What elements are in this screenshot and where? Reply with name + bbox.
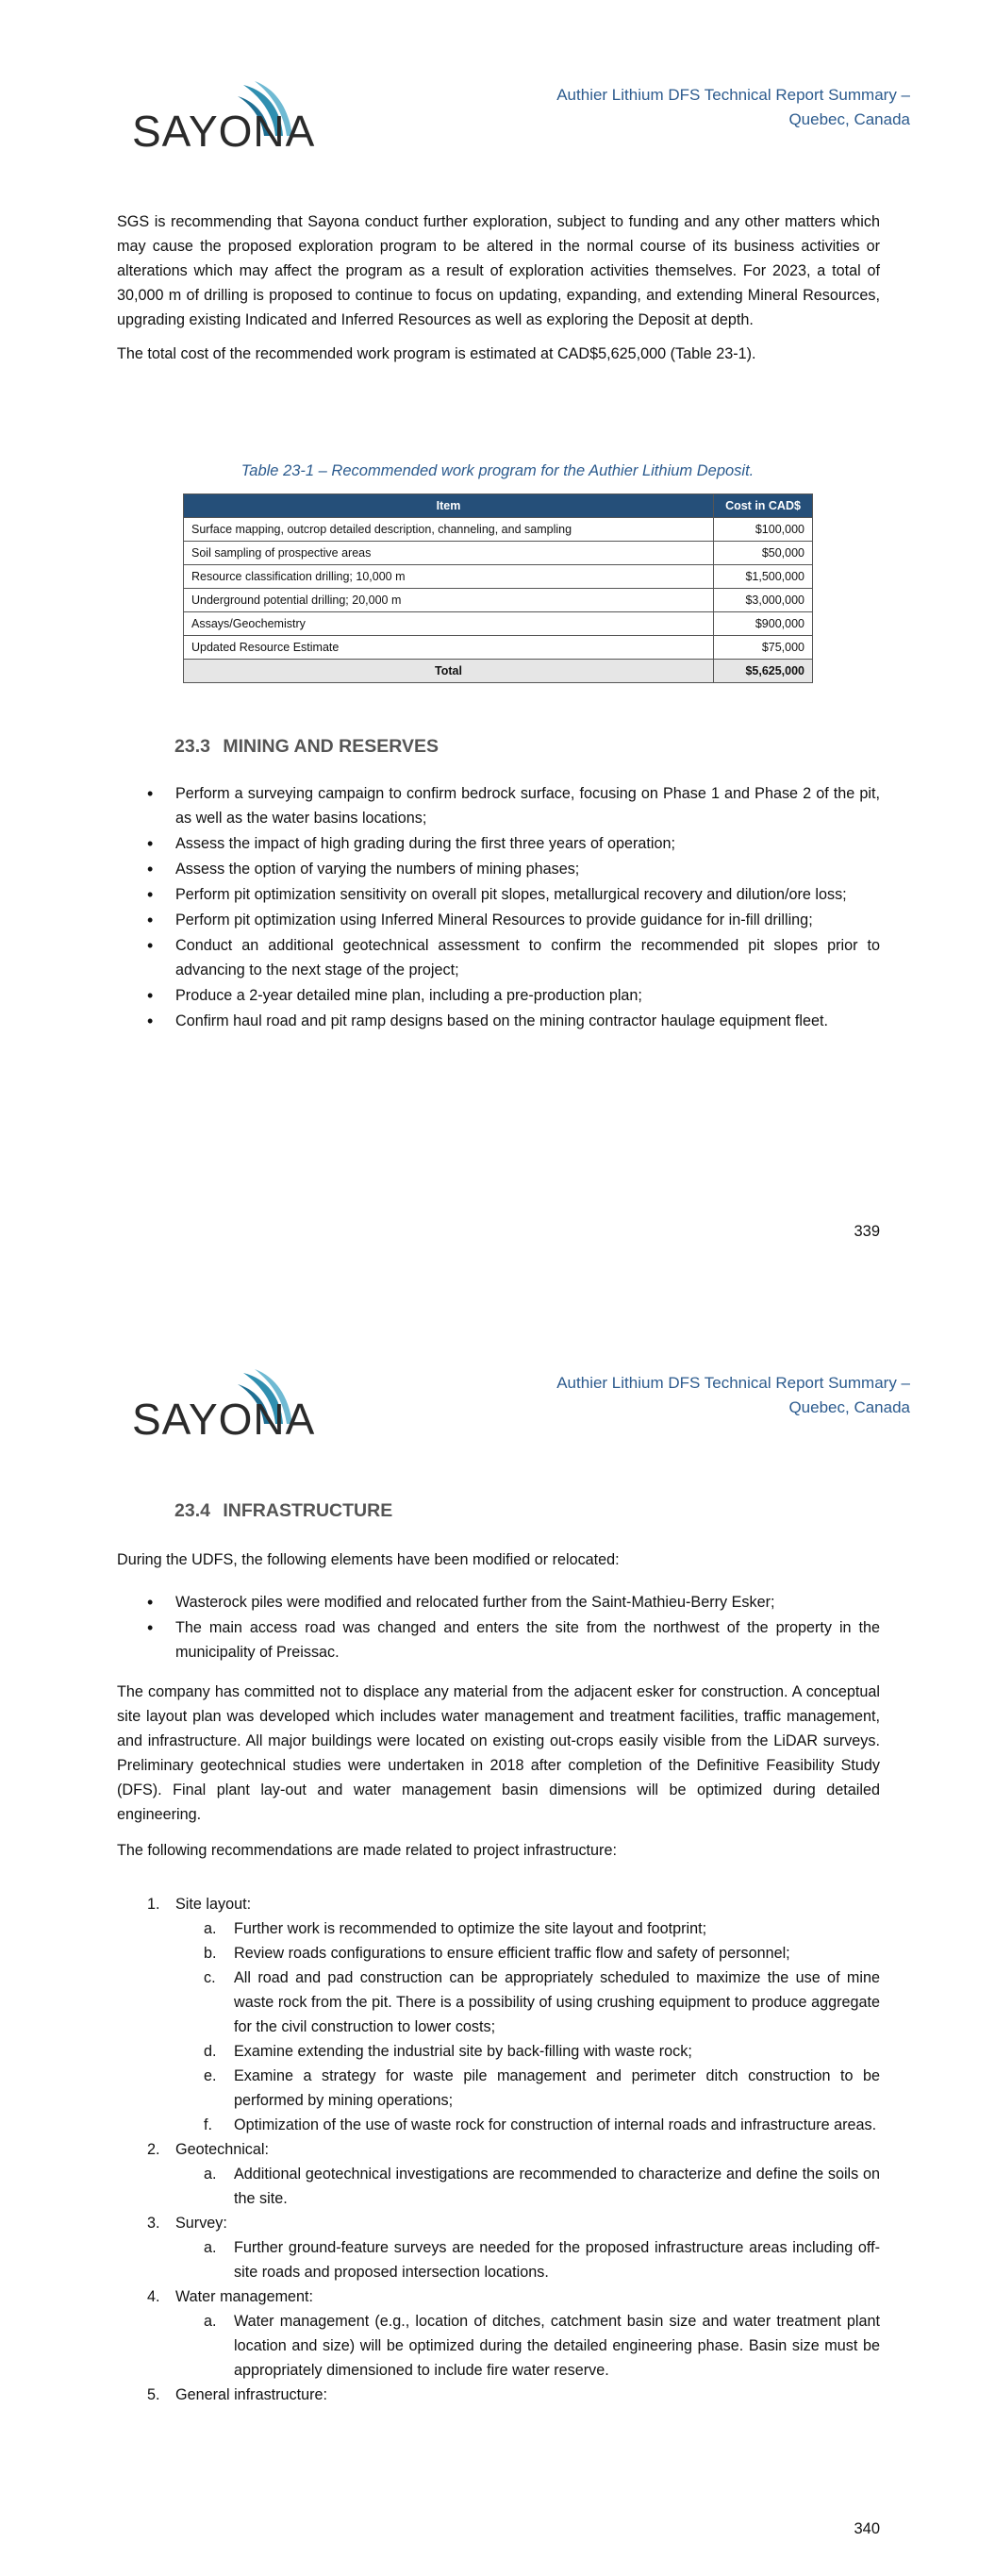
mining-recommendations-list	[117, 781, 880, 1034]
section-heading-mining	[174, 736, 439, 758]
list-number: 2.	[147, 2141, 160, 2158]
section-heading-infrastructure	[174, 1500, 392, 1522]
table-cell-item: Underground potential drilling; 20,000 m	[184, 589, 714, 612]
modified-elements-list	[117, 1590, 880, 1665]
table-row	[184, 565, 813, 589]
sub-list-text: Further ground-feature surveys are needed for the proposed infrastructure areas including off-site roads and proposed intersection locations.	[234, 2239, 880, 2281]
report-title-line2: Quebec, Canada	[788, 110, 910, 128]
infrastructure-recommendations-list	[117, 1892, 880, 2407]
report-title	[556, 83, 910, 132]
column-header-cost: Cost in CAD$	[714, 494, 813, 518]
sub-list-text: Optimization of the use of waste rock for construction of internal roads and infrastructure areas.	[234, 2116, 877, 2133]
list-item	[147, 2211, 880, 2284]
sub-list-text: Additional geotechnical investigations are recommended to characterize and define the soils on the site.	[234, 2166, 880, 2207]
paragraph-total-cost: The total cost of the recommended work program is estimated at CAD$5,625,000 (Table 23-1).	[117, 345, 756, 362]
sub-list	[175, 1916, 880, 2137]
infrastructure-body	[117, 1680, 880, 1863]
report-title	[556, 1371, 910, 1420]
section-title: INFRASTRUCTURE	[223, 1500, 393, 1521]
sub-list-item	[204, 1916, 880, 1941]
list-number: 1.	[147, 1896, 160, 1913]
list-item: • The main access road was changed and enters the site from the northwest of the property in the municipality of Preissac.	[175, 1615, 880, 1664]
sub-list-item	[204, 2039, 880, 2064]
table-cell-cost: $3,000,000	[714, 589, 813, 612]
table-cell-item: Resource classification drilling; 10,000 m	[184, 565, 714, 589]
list-item	[147, 1892, 880, 2137]
sub-list-text: Water management (e.g., location of ditches, catchment basin size and water treatment plant location and size) will be optimized during the detailed engineering phase. Basin size must be appropriately dimensioned to include fire water reserve.	[234, 2313, 880, 2379]
sub-list	[175, 2235, 880, 2284]
infrastructure-intro	[117, 1547, 880, 1572]
list-item	[147, 2137, 880, 2211]
table-caption: Table 23-1 – Recommended work program for the Authier Lithium Deposit.	[240, 462, 755, 479]
body-text	[117, 209, 880, 366]
list-item-label: Water management:	[175, 2288, 314, 2305]
sub-list-text: Review roads configurations to ensure efficient traffic flow and safety of personnel;	[234, 1945, 790, 1962]
list-item: • Assess the impact of high grading during the first three years of operation;	[175, 831, 880, 856]
sub-list-letter: f.	[204, 2116, 212, 2133]
list-number: 3.	[147, 2215, 160, 2232]
list-item: • Assess the option of varying the numbers of mining phases;	[175, 857, 880, 881]
section-number: 23.3	[174, 736, 210, 757]
report-title-line1: Authier Lithium DFS Technical Report Summary –	[556, 86, 910, 104]
table-cell-item: Soil sampling of prospective areas	[184, 542, 714, 565]
sub-list-letter: a.	[204, 2166, 217, 2183]
sub-list-letter: d.	[204, 2043, 217, 2060]
table-row	[184, 518, 813, 542]
sub-list	[175, 2162, 880, 2211]
table-cell-item: Updated Resource Estimate	[184, 636, 714, 660]
section-number: 23.4	[174, 1500, 210, 1521]
sub-list-item	[204, 2309, 880, 2383]
sub-list-letter: b.	[204, 1945, 217, 1962]
table-cell-cost: $900,000	[714, 612, 813, 636]
table-cell-item: Assays/Geochemistry	[184, 612, 714, 636]
table-row	[184, 589, 813, 612]
table-total-label: Total	[184, 660, 714, 683]
table-total-row	[184, 660, 813, 683]
list-item-label: General infrastructure:	[175, 2386, 328, 2403]
list-item	[147, 2284, 880, 2383]
table-row	[184, 542, 813, 565]
list-item: • Perform pit optimization sensitivity on overall pit slopes, metallurgical recovery and dilution/ore loss;	[175, 882, 880, 907]
sub-list	[175, 2309, 880, 2383]
list-item: • Conduct an additional geotechnical assessment to confirm the recommended pit slopes prior to advancing to the next stage of the project;	[175, 933, 880, 982]
list-item-label: Site layout:	[175, 1896, 252, 1913]
sub-list-text: Examine extending the industrial site by back-filling with waste rock;	[234, 2043, 692, 2060]
table-cell-cost: $75,000	[714, 636, 813, 660]
page-number: 340	[854, 2520, 880, 2537]
table-header-row	[184, 494, 813, 518]
list-number: 4.	[147, 2288, 160, 2305]
page-number: 339	[854, 1223, 880, 1240]
list-item-label: Survey:	[175, 2215, 227, 2232]
sub-list-text: Examine a strategy for waste pile management and perimeter ditch construction to be performed by mining operations;	[234, 2067, 880, 2109]
table-cell-item: Surface mapping, outcrop detailed description, channeling, and sampling	[184, 518, 714, 542]
table-cell-cost: $50,000	[714, 542, 813, 565]
report-title-line1: Authier Lithium DFS Technical Report Summary –	[556, 1374, 910, 1392]
sub-list-item	[204, 2113, 880, 2137]
sub-list-item	[204, 2235, 880, 2284]
sayona-logo	[132, 77, 316, 156]
table-cell-cost: $100,000	[714, 518, 813, 542]
list-number: 5.	[147, 2386, 160, 2403]
list-item: • Perform pit optimization using Inferred Mineral Resources to provide guidance for in-fill drilling;	[175, 908, 880, 932]
table-cell-cost: $1,500,000	[714, 565, 813, 589]
sayona-logo	[132, 1365, 316, 1444]
sub-list-letter: a.	[204, 2313, 217, 2330]
list-item: • Wasterock piles were modified and relocated further from the Saint-Mathieu-Berry Esker;	[175, 1590, 880, 1614]
logo-wordmark: SAYONA	[132, 107, 316, 156]
report-title-line2: Quebec, Canada	[788, 1398, 910, 1416]
column-header-item: Item	[184, 494, 714, 518]
sub-list-letter: a.	[204, 1920, 217, 1937]
paragraph-udfs-intro: During the UDFS, the following elements have been modified or relocated:	[117, 1551, 620, 1568]
list-item	[147, 2383, 880, 2407]
list-item: • Produce a 2-year detailed mine plan, including a pre-production plan;	[175, 983, 880, 1008]
table-row	[184, 636, 813, 660]
paragraph-exploration: SGS is recommending that Sayona conduct further exploration, subject to funding and any other matters which may cause the proposed exploration program to be altered in the normal course of its business activities or alterations which may affect the program as a result of exploration activities themselves. For 2023, a total of 30,000 m of drilling is proposed to continue to focus on updating, expanding, and extending Mineral Resources, upgrading existing Indicated and Inferred Resources as well as exploring the Deposit at depth.	[117, 213, 880, 328]
list-item: • Confirm haul road and pit ramp designs based on the mining contractor haulage equipment fleet.	[175, 1009, 880, 1033]
sub-list-text: Further work is recommended to optimize the site layout and footprint;	[234, 1920, 707, 1937]
sub-list-item	[204, 1941, 880, 1965]
paragraph-site-layout: The company has committed not to displace any material from the adjacent esker for construction. A conceptual site layout plan was developed which includes water management and treatment facilities, traffic management, and infrastructure. All major buildings were located on existing out-crops easily visible from the LiDAR surveys. Preliminary geotechnical studies were undertaken in 2018 after completion of the Definitive Feasibility Study (DFS). Final plant lay-out and water management basin dimensions will be optimized during detailed engineering.	[117, 1683, 880, 1823]
sub-list-text: All road and pad construction can be appropriately scheduled to maximize the use of mine waste rock from the pit. There is a possibility of using crushing equipment to produce aggregate for the civil construction to lower costs;	[234, 1969, 880, 2035]
sub-list-item	[204, 2162, 880, 2211]
list-item: • Perform a surveying campaign to confirm bedrock surface, focusing on Phase 1 and Phase 2 of the pit, as well as the water basins locations;	[175, 781, 880, 830]
page-340	[0, 1288, 995, 2576]
logo-wordmark: SAYONA	[132, 1395, 316, 1444]
table-row	[184, 612, 813, 636]
list-item-label: Geotechnical:	[175, 2141, 269, 2158]
sub-list-item	[204, 1965, 880, 2039]
sub-list-letter: a.	[204, 2239, 217, 2256]
table-total-value: $5,625,000	[714, 660, 813, 683]
sub-list-item	[204, 2064, 880, 2113]
sub-list-letter: e.	[204, 2067, 217, 2084]
work-program-table	[183, 493, 813, 683]
sub-list-letter: c.	[204, 1969, 216, 1986]
paragraph-recommendations-intro: The following recommendations are made related to project infrastructure:	[117, 1842, 617, 1859]
section-title: MINING AND RESERVES	[223, 736, 439, 757]
